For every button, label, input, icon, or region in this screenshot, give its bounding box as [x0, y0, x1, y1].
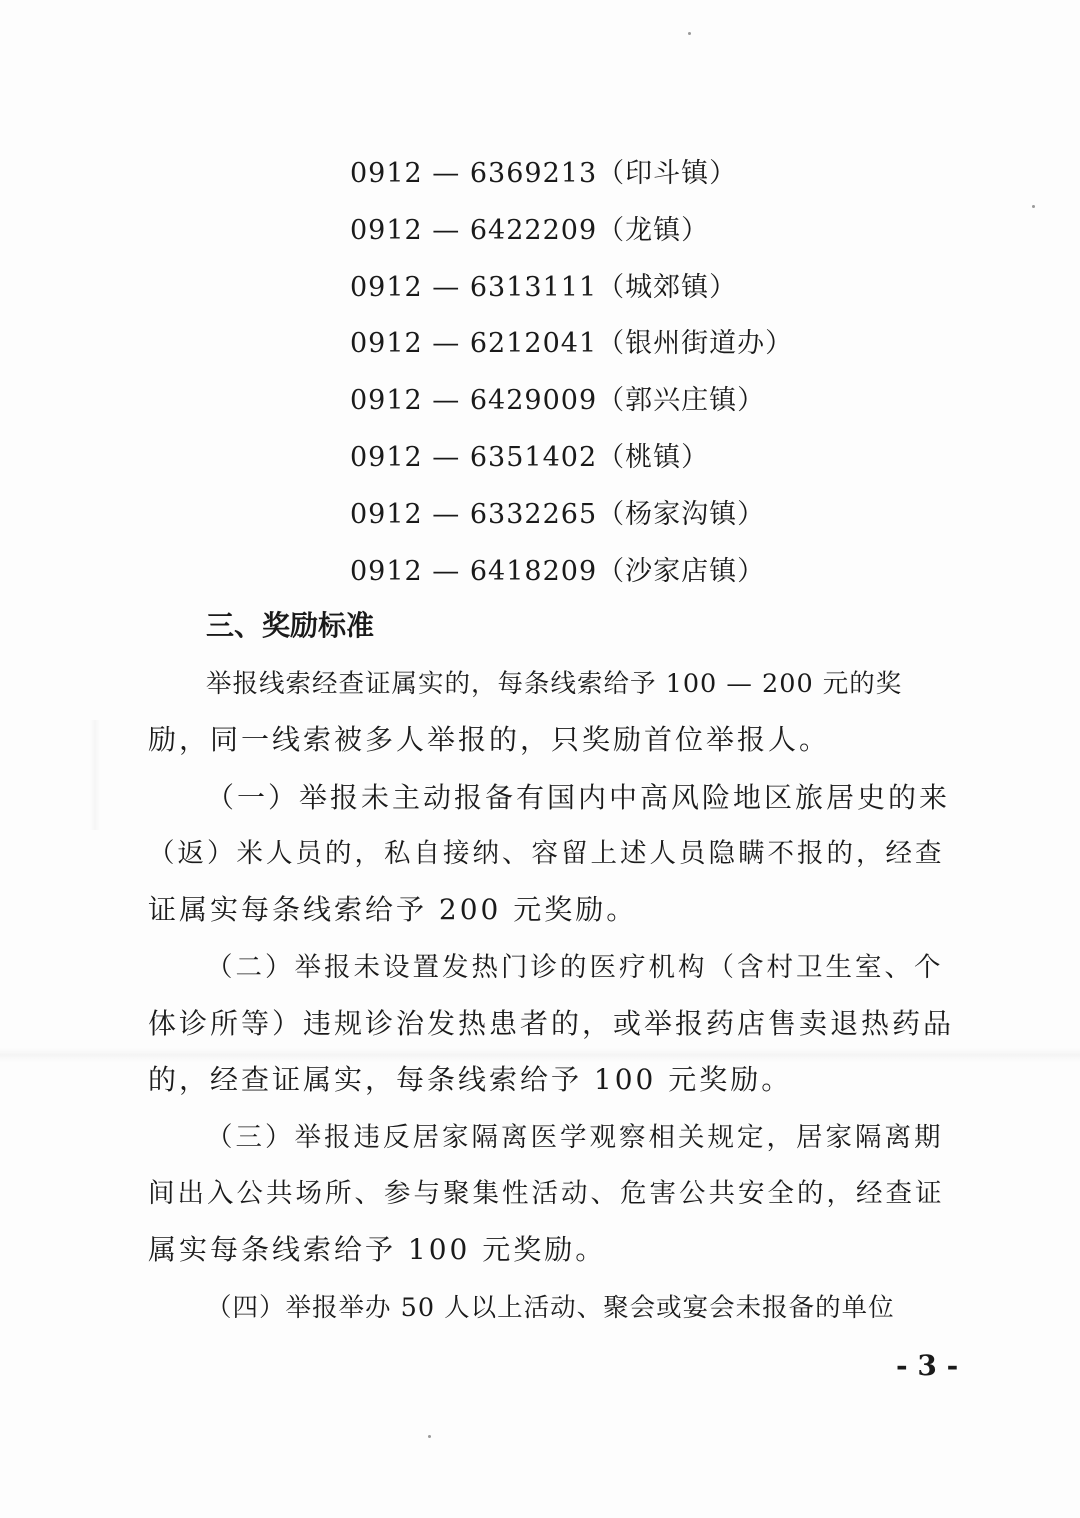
- scan-shadow-left: [90, 720, 100, 830]
- paragraph-line: （返）米人员的，私自接纳、容留上述人员隐瞒不报的，经查: [148, 838, 945, 869]
- scan-speck: [1032, 205, 1035, 208]
- paragraph-line: 举报线索经查证属实的，每条线索给予 100 — 200 元的奖: [206, 669, 903, 699]
- paragraph-line: 证属实每条线索给予 200 元奖励。: [148, 893, 638, 926]
- hotline-entry: 0912 — 6313111（城郊镇）: [350, 271, 738, 303]
- hotline-entry: 0912 — 6418209（沙家店镇）: [350, 555, 766, 587]
- paragraph-line: （一）举报未主动报备有国内中高风险地区旅居史的来: [206, 781, 951, 814]
- paragraph-line: 体诊所等）违规诊治发热患者的，或举报药店售卖退热药品: [148, 1007, 955, 1040]
- scan-speck: [688, 32, 691, 35]
- paragraph-line: 属实每条线索给予 100 元奖励。: [148, 1233, 607, 1266]
- hotline-entry: 0912 — 6422209（龙镇）: [350, 214, 710, 246]
- scan-speck: [428, 1435, 431, 1438]
- paragraph-line: 间出入公共场所、参与聚集性活动、危害公共安全的，经查证: [148, 1178, 945, 1209]
- hotline-entry: 0912 — 6429009（郭兴庄镇）: [350, 385, 766, 417]
- page-number: - 3 -: [896, 1349, 959, 1382]
- hotline-list: [350, 150, 950, 604]
- paragraph-line: 的，经查证属实，每条线索给予 100 元奖励。: [148, 1063, 793, 1096]
- section-heading: 三、奖励标准: [206, 609, 375, 642]
- paragraph-line: 励，同一线索被多人举报的，只奖励首位举报人。: [148, 723, 831, 756]
- paragraph-line: （二）举报未设置发热门诊的医疗机构（含村卫生室、个: [206, 952, 944, 983]
- hotline-entry: 0912 — 6369213（印斗镇）: [350, 158, 738, 189]
- hotline-entry: 0912 — 6332265（杨家沟镇）: [350, 498, 766, 530]
- paragraph-line: （三）举报违反居家隔离医学观察相关规定，居家隔离期: [206, 1122, 944, 1153]
- hotline-entry: 0912 — 6212041（银州街道办）: [350, 328, 794, 360]
- hotline-entry: 0912 — 6351402（桃镇）: [350, 441, 710, 473]
- paragraph-line: （四）举报举办 50 人以上活动、聚会或宴会未报备的单位: [206, 1293, 895, 1323]
